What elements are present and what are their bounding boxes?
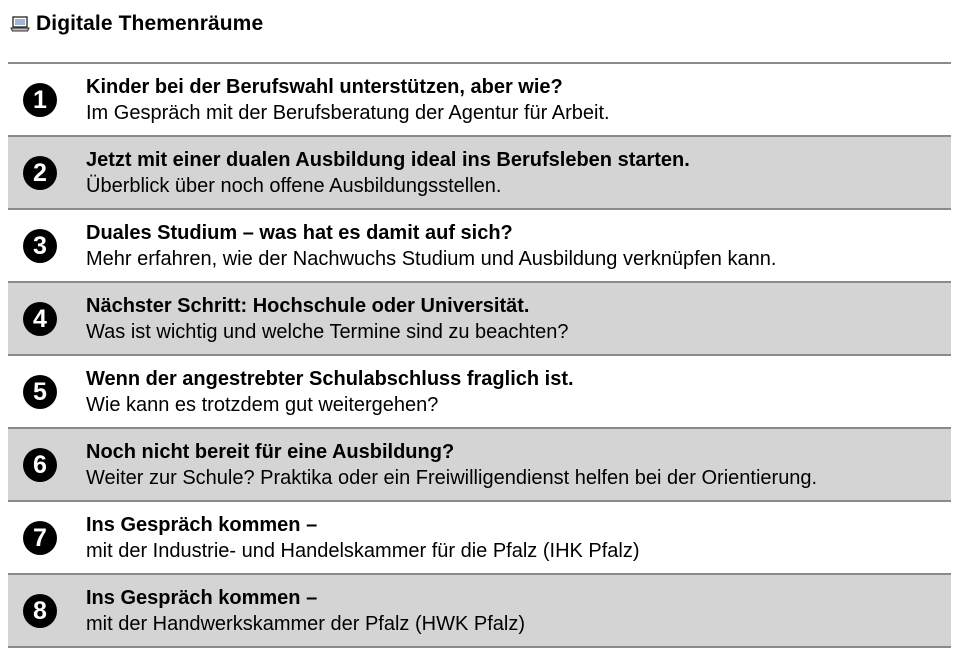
number-badge: 6 [23,448,57,482]
topic-subtitle: Wie kann es trotzdem gut weitergehen? [86,394,439,416]
topic-row [8,210,951,283]
topic-row [8,502,951,575]
topic-row [8,356,951,429]
topic-text [86,438,817,491]
number-badge: 5 [23,375,57,409]
page-title: Digitale Themenräume [36,12,264,35]
number-badge: 1 [23,83,57,117]
topic-heading: Duales Studium – was hat es damit auf sich? [86,222,513,244]
topic-row [8,575,951,648]
topic-text [86,219,776,272]
number-badge: 8 [23,594,57,628]
topic-heading: Nächster Schritt: Hochschule oder Universität. [86,295,530,317]
topic-text [86,365,574,418]
topic-row [8,64,951,137]
topic-list [8,62,951,648]
topic-row [8,283,951,356]
topic-text [86,511,640,564]
topic-heading: Noch nicht bereit für eine Ausbildung? [86,441,455,463]
topic-subtitle: Im Gespräch mit der Berufsberatung der Agentur für Arbeit. [86,102,610,124]
topic-heading: Ins Gespräch kommen – [86,514,318,536]
topic-text [86,584,525,637]
page-header [10,10,263,38]
topic-subtitle: mit der Industrie- und Handelskammer für die Pfalz (IHK Pfalz) [86,540,640,562]
topic-text [86,73,610,126]
topic-subtitle: Weiter zur Schule? Praktika oder ein Freiwilligendienst helfen bei der Orientierung. [86,467,818,489]
number-badge: 4 [23,302,57,336]
topic-heading: Kinder bei der Berufswahl unterstützen, aber wie? [86,76,563,98]
topic-text [86,292,568,345]
number-badge: 7 [23,521,57,555]
topic-text [86,146,690,199]
topic-subtitle: mit der Handwerkskammer der Pfalz (HWK Pfalz) [86,613,525,635]
number-badge: 2 [23,156,57,190]
topic-subtitle: Überblick über noch offene Ausbildungsstellen. [86,175,502,197]
topic-heading: Wenn der angestrebter Schulabschluss fraglich ist. [86,368,574,390]
laptop-icon [10,15,30,33]
topic-heading: Jetzt mit einer dualen Ausbildung ideal ins Berufsleben starten. [86,149,690,171]
topic-subtitle: Mehr erfahren, wie der Nachwuchs Studium und Ausbildung verknüpfen kann. [86,248,777,270]
topic-heading: Ins Gespräch kommen – [86,587,318,609]
topic-row [8,429,951,502]
number-badge: 3 [23,229,57,263]
topic-subtitle: Was ist wichtig und welche Termine sind zu beachten? [86,321,569,343]
topic-row [8,137,951,210]
